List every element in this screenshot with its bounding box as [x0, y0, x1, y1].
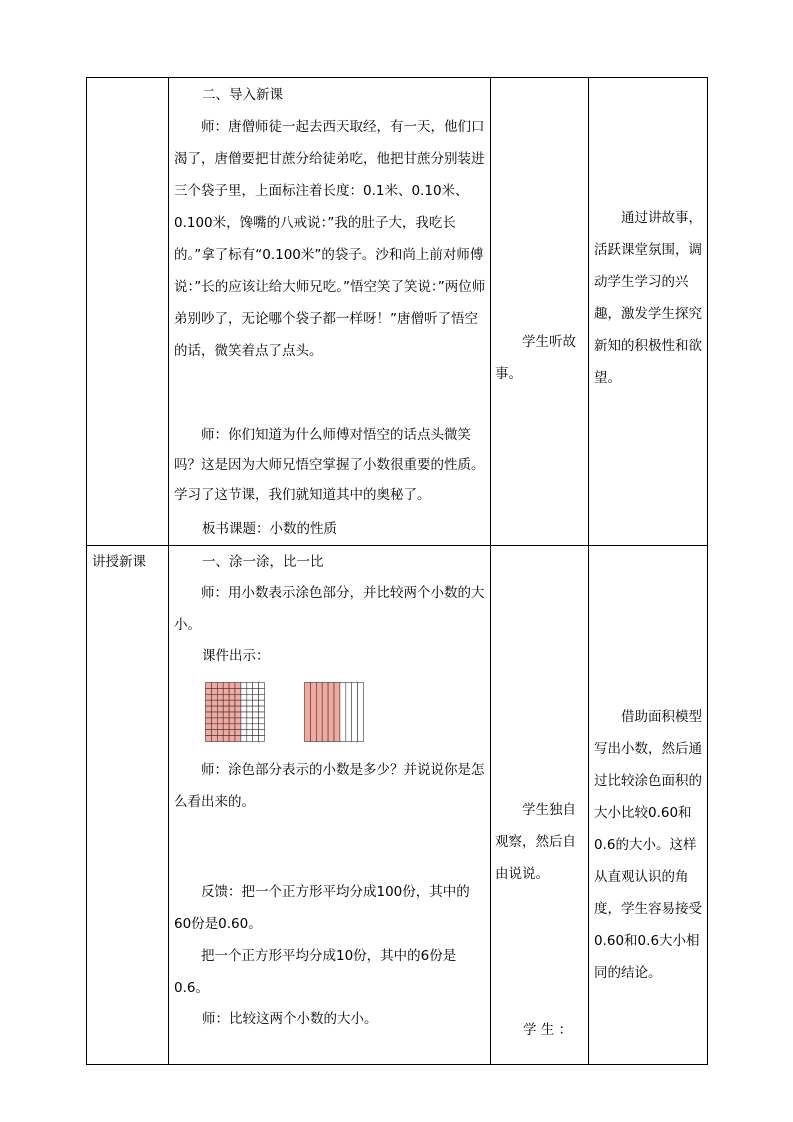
grid-cell — [229, 688, 235, 694]
table-border-bottom — [86, 1064, 708, 1065]
table-row-divider — [86, 545, 708, 546]
grid-cell — [247, 683, 253, 689]
grid-cell — [206, 700, 212, 706]
grid-cell — [229, 712, 235, 718]
grid-cell — [206, 712, 212, 718]
strip-cell — [334, 683, 340, 742]
row2-section-label: 讲授新课 — [92, 554, 146, 570]
grid-cell — [211, 724, 217, 730]
strip-cell — [358, 683, 364, 742]
strip-cell — [340, 683, 346, 742]
grid-cell — [253, 730, 259, 736]
strip-cell — [310, 683, 316, 742]
grid-cell — [235, 700, 241, 706]
grid-cell — [211, 712, 217, 718]
grid-cell — [206, 724, 212, 730]
grid-cell — [253, 688, 259, 694]
grid-cell — [235, 706, 241, 712]
grid-cell — [206, 736, 212, 742]
grid-cell — [247, 724, 253, 730]
grid-cell — [206, 706, 212, 712]
grid-cell — [241, 683, 247, 689]
grid-cell — [235, 683, 241, 689]
strip-cell — [328, 683, 334, 742]
grid-cell — [229, 694, 235, 700]
grid-cell — [247, 694, 253, 700]
grid-cell — [247, 718, 253, 724]
grid-cell — [206, 730, 212, 736]
grid-cell — [223, 718, 229, 724]
story-paragraph: 师：唐僧师徒一起去西天取经，有一天，他们口渴了，唐僧要把甘蔗分给徒弟吃，他把甘蔗分别装进三个袋子里，上面标注着长度：0.1米、0.10米、0.100米，馋嘴的八戒说：”我的肚子大，我吃长的。”拿了标有“0.100米”的袋子。沙和尚上前对师傅说：”长的应该让给大师兄吃。”悟空笑了笑说：”两位师弟别吵了，无论哪个袋子都一样呀！”唐僧听了悟空的话，微笑着点了点头。 — [174, 119, 486, 359]
grid-cell — [223, 683, 229, 689]
design-intent-area-model: 借助面积模型写出小数，然后通过比较涂色面积的大小比较0.60和0.6的大小。这样从直观认识的角度，学生容易接受0.60和0.6大小相同的结论。 — [594, 709, 702, 981]
grid-cell — [223, 712, 229, 718]
grid-cell — [229, 724, 235, 730]
section-heading-compare: 一、涂一涂，比一比 — [202, 554, 324, 570]
grid-cell — [241, 688, 247, 694]
grid-cell — [217, 688, 223, 694]
grid-cell — [223, 736, 229, 742]
student-activity-answer: 学 生 ： — [523, 1022, 573, 1038]
grid-cell — [253, 700, 259, 706]
grid-cell — [217, 724, 223, 730]
grid-cell — [223, 694, 229, 700]
grid-cell — [253, 712, 259, 718]
grid-cell — [211, 736, 217, 742]
grid-cell — [259, 712, 265, 718]
grid-cell — [259, 736, 265, 742]
grid-cell — [259, 683, 265, 689]
feedback-paragraph-1: 反馈：把一个正方形平均分成100份，其中的60份是0.60。 — [174, 884, 470, 932]
grid-cell — [223, 724, 229, 730]
grid-cell — [253, 724, 259, 730]
grid-cell — [259, 688, 265, 694]
grid-cell — [217, 700, 223, 706]
grid-cell — [241, 706, 247, 712]
grid-cell — [235, 730, 241, 736]
section-heading-intro: 二、导入新课 — [202, 87, 283, 103]
grid-cell — [211, 718, 217, 724]
grid-cell — [241, 700, 247, 706]
grid-cell — [223, 688, 229, 694]
grid-cell — [206, 688, 212, 694]
strip-cell — [346, 683, 352, 742]
grid-cell — [211, 694, 217, 700]
table-border-top — [86, 77, 708, 78]
grid-cell — [241, 724, 247, 730]
grid-cell — [235, 718, 241, 724]
grid-cell — [259, 718, 265, 724]
strip-cell — [322, 683, 328, 742]
grid-cell — [241, 718, 247, 724]
grid-cell — [241, 730, 247, 736]
grid-cell — [253, 683, 259, 689]
grid-cell — [211, 683, 217, 689]
grid-cell — [229, 736, 235, 742]
grid-cell — [217, 730, 223, 736]
grid-cell — [259, 724, 265, 730]
grid-cell — [211, 730, 217, 736]
grid-cell — [247, 706, 253, 712]
feedback-paragraph-2: 把一个正方形平均分成10份，其中的6份是0.6。 — [174, 948, 457, 996]
task-paragraph: 师：用小数表示涂色部分，并比较两个小数的大小。 — [174, 585, 485, 633]
question-paragraph: 师：你们知道为什么师傅对悟空的话点头微笑吗？这是因为大师兄悟空掌握了小数很重要的性质。学习了这节课，我们就知道其中的奥秘了。 — [174, 427, 485, 503]
grid-cell — [229, 700, 235, 706]
grid-cell — [217, 718, 223, 724]
strip-cell — [316, 683, 322, 742]
grid-cell — [253, 694, 259, 700]
grid-cell — [241, 712, 247, 718]
ask-paragraph: 师：涂色部分表示的小数是多少？并说说你是怎么看出来的。 — [174, 762, 485, 810]
grid-cell — [223, 706, 229, 712]
table-col-divider-3 — [588, 77, 589, 1065]
student-activity-observe: 学生独自观察，然后自由说说。 — [495, 802, 576, 882]
grid-cell — [206, 718, 212, 724]
grid-cell — [235, 736, 241, 742]
grid-cell — [259, 694, 265, 700]
grid-cell — [217, 694, 223, 700]
area-model-right — [304, 682, 364, 742]
table-col-divider-1 — [168, 77, 169, 1065]
grid-cell — [235, 724, 241, 730]
grid-cell — [211, 688, 217, 694]
grid-cell — [211, 706, 217, 712]
grid-cell — [241, 694, 247, 700]
grid-cell — [229, 718, 235, 724]
courseware-label: 课件出示： — [202, 648, 270, 664]
grid-cell — [259, 700, 265, 706]
board-title: 板书课题：小数的性质 — [202, 521, 337, 537]
grid-cell — [217, 706, 223, 712]
strip-cell — [352, 683, 358, 742]
grid-cell — [247, 700, 253, 706]
grid-cell — [235, 712, 241, 718]
grid-cell — [247, 688, 253, 694]
strip-cell — [305, 683, 311, 742]
grid-cell — [241, 736, 247, 742]
grid-cell — [259, 730, 265, 736]
grid-cell — [223, 700, 229, 706]
grid-cell — [211, 700, 217, 706]
grid-cell — [247, 712, 253, 718]
grid-cell — [206, 694, 212, 700]
grid-cell — [217, 683, 223, 689]
grid-cell — [253, 706, 259, 712]
grid-cell — [223, 730, 229, 736]
grid-cell — [217, 736, 223, 742]
grid-cell — [253, 718, 259, 724]
grid-cell — [235, 694, 241, 700]
grid-cell — [229, 683, 235, 689]
table-col-divider-2 — [490, 77, 491, 1065]
compare-prompt: 师：比较这两个小数的大小。 — [202, 1011, 378, 1027]
grid-cell — [217, 712, 223, 718]
grid-cell — [259, 706, 265, 712]
area-model-left — [205, 682, 265, 742]
grid-cell — [235, 688, 241, 694]
grid-cell — [247, 736, 253, 742]
student-activity-story: 学生听故事。 — [495, 334, 576, 382]
table-border-right — [707, 77, 708, 1065]
grid-cell — [206, 683, 212, 689]
grid-cell — [229, 706, 235, 712]
design-intent-story: 通过讲故事，活跃课堂氛围，调动学生学习的兴趣，激发学生探究新知的积极性和欲望。 — [594, 210, 702, 386]
grid-cell — [247, 730, 253, 736]
grid-cell — [229, 730, 235, 736]
grid-cell — [253, 736, 259, 742]
table-border-left — [86, 77, 87, 1065]
